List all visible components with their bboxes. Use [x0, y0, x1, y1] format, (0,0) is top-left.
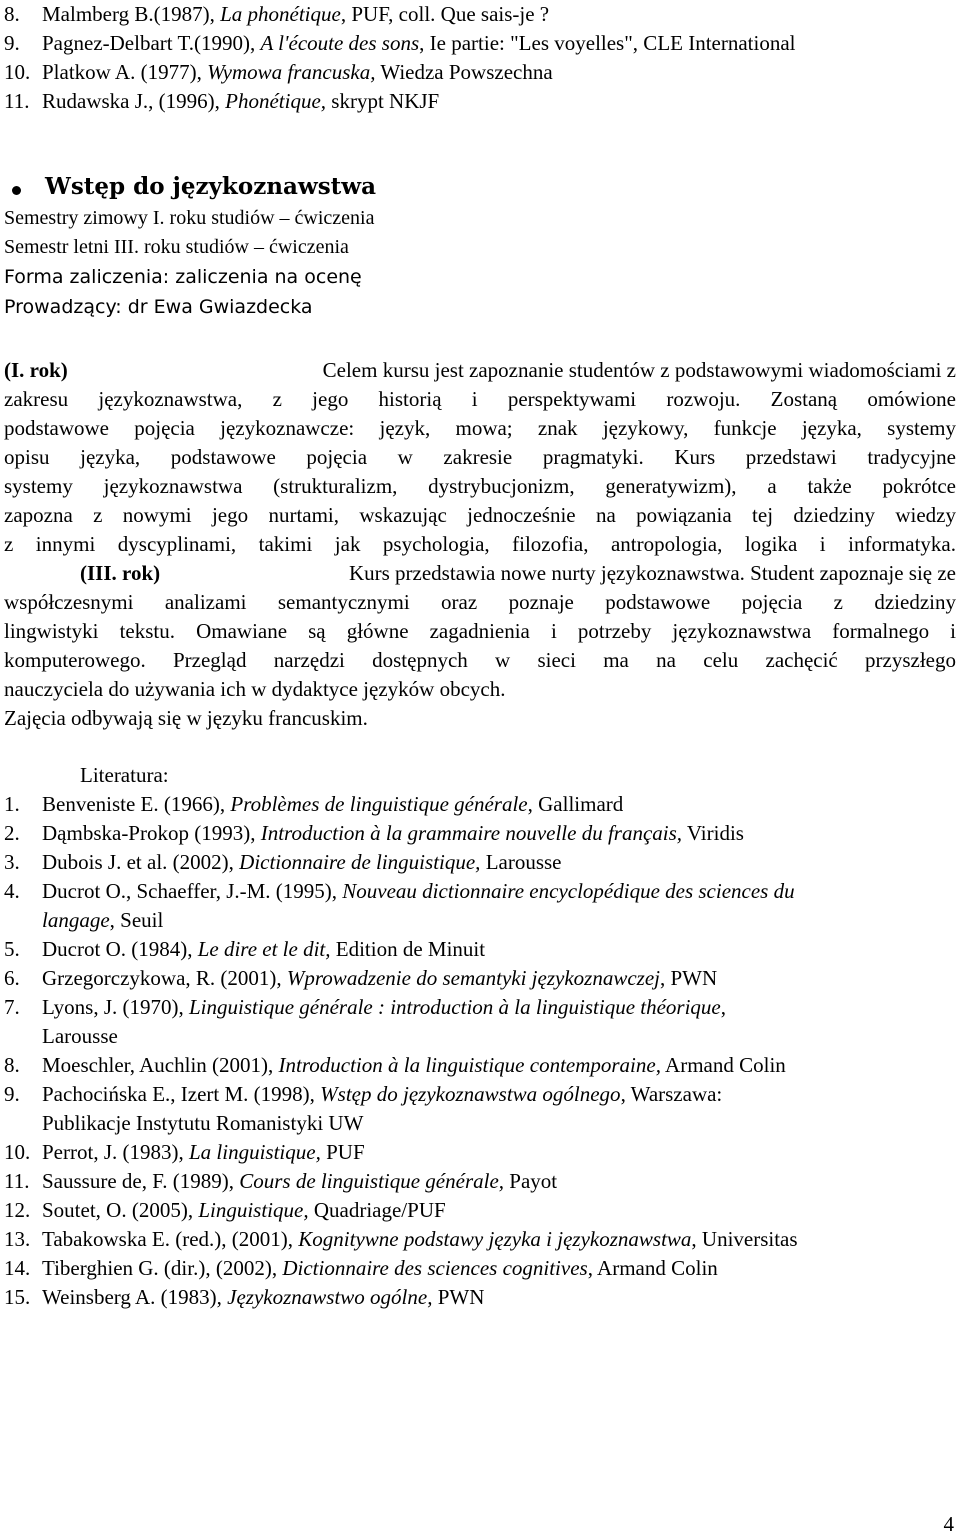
description-line: zapozna z nowymi jego nurtami, wskazując jednocześnie na powiązania tej dziedziny wiedzy	[4, 503, 956, 527]
item-number: 8.	[4, 2, 20, 26]
item-text: Soutet, O. (2005), Linguistique, Quadriage/PUF	[42, 1198, 446, 1222]
item-text: Rudawska J., (1996), Phonétique, skrypt NKJF	[42, 89, 440, 113]
item-text: Tiberghien G. (dir.), (2002), Dictionnaire des sciences cognitives, Armand Colin	[42, 1256, 718, 1280]
description-line: nauczyciela do używania ich w dydaktyce języków obcych.	[4, 677, 506, 701]
item-number: 11.	[4, 1169, 30, 1193]
description-line: lingwistyki tekstu. Omawiane są główne zagadnienia i potrzeby językoznawstwa formalnego i	[4, 619, 956, 643]
bullet-icon	[12, 186, 21, 195]
item-number: 15.	[4, 1285, 31, 1309]
list-item	[0, 1167, 960, 1196]
description-line: Zajęcia odbywają się w języku francuskim.	[4, 706, 368, 730]
item-text: Lyons, J. (1970), Linguistique générale : introduction à la linguistique théorique, Larousse	[42, 995, 727, 1048]
description-line: opisu języka, podstawowe pojęcia w zakresie pragmatyki. Kurs przedstawi tradycyjne	[4, 445, 956, 469]
item-text: Weinsberg A. (1983), Językoznawstwo ogólne, PWN	[42, 1285, 485, 1309]
list-item	[0, 1138, 960, 1167]
teacher: Prowadzący: dr Ewa Gwiazdecka	[4, 296, 313, 318]
list-item	[0, 58, 960, 87]
description-line: (III. rok) Kurs przedstawia nowe nurty językoznawstwa. Student zapoznaje się ze	[80, 561, 956, 585]
item-text: Dąmbska-Prokop (1993), Introduction à la grammaire nouvelle du français, Viridis	[42, 821, 744, 845]
item-number: 9.	[4, 31, 20, 55]
literature-list	[0, 790, 960, 1312]
list-item	[0, 848, 960, 877]
description-line: komputerowego. Przegląd narzędzi dostępnych w sieci ma na celu zachęcić przyszłego	[4, 648, 956, 672]
item-number: 9.	[4, 1082, 20, 1106]
description-line: podstawowe pojęcia językoznawcze: język, mowa; znak językowy, funkcje języka, systemy	[4, 416, 956, 440]
item-text: Pagnez-Delbart T.(1990), A l'écoute des sons, Ie partie: "Les voyelles", CLE International	[42, 31, 796, 55]
list-item	[0, 1283, 960, 1312]
semester-winter: Semestry zimowy I. roku studiów – ćwiczenia	[4, 207, 375, 229]
assessment-form: Forma zaliczenia: zaliczenia na ocenę	[4, 266, 362, 288]
item-text: Ducrot O., Schaeffer, J.-M. (1995), Nouveau dictionnaire encyclopédique des sciences du langage, Seuil	[42, 879, 795, 932]
course-title: Wstęp do językoznawstwa	[45, 173, 376, 200]
list-item	[0, 1225, 960, 1254]
list-item	[0, 0, 960, 29]
item-text: Dubois J. et al. (2002), Dictionnaire de linguistique, Larousse	[42, 850, 562, 874]
item-number: 4.	[4, 879, 20, 903]
item-number: 6.	[4, 966, 20, 990]
item-text: Benveniste E. (1966), Problèmes de linguistique générale, Gallimard	[42, 792, 624, 816]
item-number: 5.	[4, 937, 20, 961]
item-number: 3.	[4, 850, 20, 874]
literature-label: Literatura:	[80, 763, 169, 787]
item-number: 11.	[4, 89, 30, 113]
item-text: Platkow A. (1977), Wymowa francuska, Wiedza Powszechna	[42, 60, 553, 84]
item-number: 10.	[4, 1140, 31, 1164]
item-number: 7.	[4, 995, 20, 1019]
item-text: Moeschler, Auchlin (2001), Introduction à la linguistique contemporaine, Armand Colin	[42, 1053, 786, 1077]
list-item	[0, 87, 960, 116]
course-description	[4, 356, 956, 733]
list-item	[0, 1196, 960, 1225]
list-item	[0, 993, 960, 1051]
item-number: 14.	[4, 1256, 31, 1280]
list-item	[0, 1254, 960, 1283]
item-number: 12.	[4, 1198, 31, 1222]
list-item	[0, 1051, 960, 1080]
page-number: 4	[943, 1512, 954, 1536]
list-item	[0, 877, 960, 935]
list-item	[0, 1080, 960, 1138]
item-text: Ducrot O. (1984), Le dire et le dit, Edition de Minuit	[42, 937, 486, 961]
list-item	[0, 29, 960, 58]
item-text: Perrot, J. (1983), La linguistique, PUF	[42, 1140, 365, 1164]
item-text: Saussure de, F. (1989), Cours de linguistique générale, Payot	[42, 1169, 558, 1193]
list-item	[0, 819, 960, 848]
description-line: systemy językoznawstwa (strukturalizm, dystrybucjonizm, generatywizm), a także pokrótce	[4, 474, 956, 498]
list-item	[0, 790, 960, 819]
item-number: 10.	[4, 60, 31, 84]
item-text: Grzegorczykowa, R. (2001), Wprowadzenie do semantyki językoznawczej, PWN	[42, 966, 718, 990]
semester-summer: Semestr letni III. roku studiów – ćwiczenia	[4, 236, 349, 258]
item-number: 8.	[4, 1053, 20, 1077]
item-number: 2.	[4, 821, 20, 845]
description-line: (I. rok) Celem kursu jest zapoznanie studentów z podstawowymi wiadomościami z	[4, 358, 956, 382]
item-number: 1.	[4, 792, 20, 816]
description-line: z innymi dyscyplinami, takimi jak psychologia, filozofia, antropologia, logika i informatyka.	[4, 532, 956, 556]
list-item	[0, 964, 960, 993]
list-item	[0, 935, 960, 964]
description-line: zakresu językoznawstwa, z jego historią i perspektywami rozwoju. Zostaną omówione	[4, 387, 956, 411]
description-line: współczesnymi analizami semantycznymi oraz poznaje podstawowe pojęcia z dziedziny	[4, 590, 956, 614]
item-text: Tabakowska E. (red.), (2001), Kognitywne podstawy języka i językoznawstwa, Universitas	[42, 1227, 798, 1251]
item-text: Pachocińska E., Izert M. (1998), Wstęp do językoznawstwa ogólnego, Warszawa: Publikacje Instytutu Romanistyki UW	[42, 1082, 723, 1135]
previous-reference-list	[0, 0, 960, 116]
item-text: Malmberg B.(1987), La phonétique, PUF, coll. Que sais-je ?	[42, 2, 550, 26]
item-number: 13.	[4, 1227, 31, 1251]
